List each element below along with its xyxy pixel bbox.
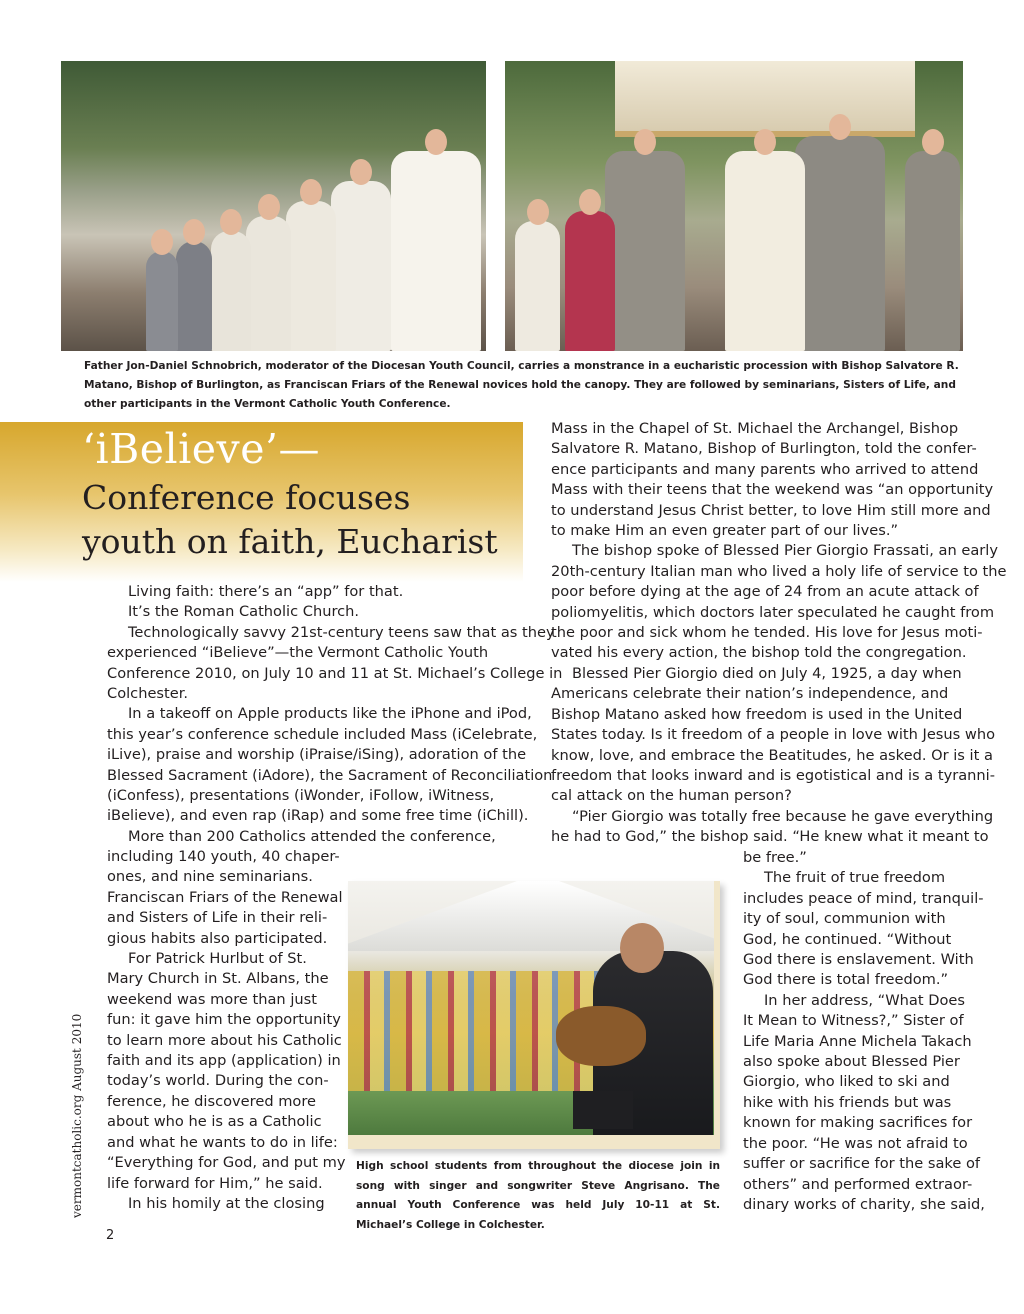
text-line: Mass with their teens that the weekend was “an opportunity (551, 481, 994, 499)
text-line: iLive), praise and worship (iPraise/iSing), adoration of the (107, 746, 527, 764)
priest-figure (391, 151, 481, 351)
text-line: known for making sacrifices for (743, 1114, 973, 1132)
text-line: also spoke about Blessed Pier (743, 1053, 960, 1071)
text-line: God there is enslavement. With (743, 951, 974, 969)
text-line: ones, and nine seminarians. (107, 868, 313, 886)
article-column-left-narrow (107, 847, 346, 1214)
text-line: Living faith: there’s an “app” for that. (128, 583, 404, 600)
concert-photo-caption: High school students from throughout the diocese join in song with singer and songwriter Steve Angrisano. The annual Youth Conference was held July 10-11 at St. Michael’s College in Colchester. (356, 1160, 720, 1231)
text-line: Bishop Matano asked how freedom is used in the United (551, 705, 963, 723)
text-line: Technologically savvy 21st-century teens saw that as they (128, 623, 555, 641)
text-line: freedom that looks inward and is egotistical and is a tyranni- (551, 766, 996, 784)
text-line: “Everything for God, and put my (107, 1154, 346, 1172)
text-line: weekend was more than just (107, 990, 317, 1008)
text-line: (iConfess), presentations (iWonder, iFollow, iWitness, (107, 787, 495, 805)
text-line: to learn more about his Catholic (107, 1031, 342, 1049)
text-line: including 140 youth, 40 chaper- (107, 848, 340, 865)
text-line: Salvatore R. Matano, Bishop of Burlington, told the confer- (551, 440, 977, 458)
seminarian-figure (246, 216, 291, 351)
priest-monstrance-figure (725, 151, 805, 351)
text-line: ity of soul, communion with (743, 910, 946, 928)
text-line: More than 200 Catholics attended the conference, (128, 827, 496, 845)
text-line: vated his every action, the bishop told the congregation. (551, 644, 967, 662)
text-line: he had to God,” the bishop said. “He knew what it meant to (551, 828, 989, 846)
headline-subtitle-line: youth on faith, Eucharist (82, 522, 498, 561)
friar-figure (905, 151, 960, 351)
text-line: poliomyelitis, which doctors later speculated he caught from (551, 603, 995, 621)
text-line: the poor. “He was not afraid to (743, 1134, 968, 1152)
seminarian-figure (211, 231, 251, 351)
seminarian-figure (331, 181, 391, 351)
text-line: includes peace of mind, tranquil- (743, 889, 984, 907)
text-line: life forward for Him,” he said. (107, 1174, 323, 1192)
article-column-right-narrow (743, 848, 985, 1215)
headline-subtitle (82, 476, 522, 564)
text-line: to make Him an even greater part of our lives.” (551, 522, 899, 540)
text-line: The bishop spoke of Blessed Pier Giorgio Frassati, an early (572, 542, 998, 560)
text-line: faith and its app (application) in (107, 1052, 341, 1070)
text-line: the poor and sick whom he tended. His love for Jesus moti- (551, 624, 983, 642)
friar-figure (795, 136, 885, 351)
text-line: ference, he discovered more (107, 1092, 317, 1110)
text-line: dinary works of charity, she said, (743, 1195, 985, 1213)
headline-subtitle-line: Conference focuses (82, 478, 411, 517)
text-line: Blessed Pier Giorgio died on July 4, 1925, a day when (572, 664, 962, 682)
text-line: cal attack on the human person? (551, 787, 792, 805)
text-line: It’s the Roman Catholic Church. (128, 603, 360, 621)
text-line: In her address, “What Does (764, 991, 965, 1009)
guitar (556, 1006, 646, 1066)
text-line: The fruit of true freedom (764, 869, 946, 887)
text-line: Conference 2010, on July 10 and 11 at St. Michael’s College in (107, 664, 563, 682)
text-line: experienced “iBelieve”—the Vermont Catholic Youth (107, 644, 489, 662)
article-column-left (107, 582, 562, 847)
text-line: and Sisters of Life in their reli- (107, 909, 328, 927)
singer-head (620, 923, 664, 973)
text-line: and what he wants to do in life: (107, 1133, 338, 1151)
text-line: poor before dying at the age of 24 from an acute attack of (551, 583, 979, 601)
text-line: Americans celebrate their nation’s independence, and (551, 685, 949, 703)
friar-figure (605, 151, 685, 351)
article-column-right (551, 419, 1006, 848)
text-line: hike with his friends but was (743, 1093, 952, 1111)
text-line: Giorgio, who liked to ski and (743, 1073, 950, 1091)
sister-figure (176, 241, 212, 351)
text-line: “Pier Giorgio was totally free because he gave everything (572, 807, 994, 825)
text-line: about who he is as a Catholic (107, 1113, 322, 1131)
text-line: gious habits also participated. (107, 929, 328, 947)
publication-footer-vertical: vermontcatholic.org August 2010 (70, 1013, 84, 1218)
speaker (573, 1091, 633, 1129)
sister-figure (146, 251, 178, 351)
text-line: Mass in the Chapel of St. Michael the Archangel, Bishop (551, 420, 959, 437)
concert-photo-frame (348, 881, 720, 1149)
text-line: today’s world. During the con- (107, 1072, 329, 1090)
procession-photo-left (61, 61, 486, 351)
text-line: Colchester. (107, 685, 189, 703)
text-line: States today. Is it freedom of a people in love with Jesus who (551, 726, 996, 744)
text-line: others” and performed extraor- (743, 1175, 973, 1193)
text-line: Blessed Sacrament (iAdore), the Sacrament of Reconciliation (107, 766, 553, 784)
text-line: For Patrick Hurlbut of St. (128, 950, 307, 968)
text-line: 20th-century Italian man who lived a holy life of service to the (551, 562, 1007, 580)
concert-photo (348, 881, 714, 1135)
canopy (615, 61, 915, 137)
top-photo-caption: Father Jon-Daniel Schnobrich, moderator of the Diocesan Youth Council, carries a monstrance in a eucharistic procession with Bishop Salvatore R. Matano, Bishop of Burlington, as Franciscan Friars of the Renewal novices hold the canopy. They are followed by seminarians, Sisters of Life, and other participants in the Vermont Catholic Youth Conference. (84, 360, 959, 410)
headline-title: ‘iBelieve’— (82, 425, 320, 473)
text-line: suffer or sacrifice for the sake of (743, 1155, 981, 1173)
text-line: Life Maria Anne Michela Takach (743, 1032, 972, 1050)
text-line: this year’s conference schedule included Mass (iCelebrate, (107, 725, 538, 743)
text-line: know, love, and embrace the Beatitudes, he asked. Or is it a (551, 746, 993, 764)
text-line: It Mean to Witness?,” Sister of (743, 1012, 964, 1030)
text-line: Mary Church in St. Albans, the (107, 970, 329, 988)
page-number: 2 (106, 1228, 115, 1243)
text-line: God, he continued. “Without (743, 930, 952, 948)
text-line: In his homily at the closing (128, 1194, 325, 1212)
text-line: iBelieve), and even rap (iRap) and some free time (iChill). (107, 807, 529, 825)
text-line: to understand Jesus Christ better, to love Him still more and (551, 501, 991, 519)
text-line: ence participants and many parents who arrived to attend (551, 460, 979, 478)
text-line: Franciscan Friars of the Renewal (107, 888, 343, 906)
seminarian-figure (286, 201, 336, 351)
text-line: be free.” (743, 849, 807, 866)
text-line: God there is total freedom.” (743, 971, 949, 989)
text-line: fun: it gave him the opportunity (107, 1011, 341, 1029)
seminarian-figure (515, 221, 560, 351)
bishop-figure (565, 211, 615, 351)
text-line: In a takeoff on Apple products like the iPhone and iPod, (128, 705, 532, 723)
procession-photo-right (505, 61, 963, 351)
